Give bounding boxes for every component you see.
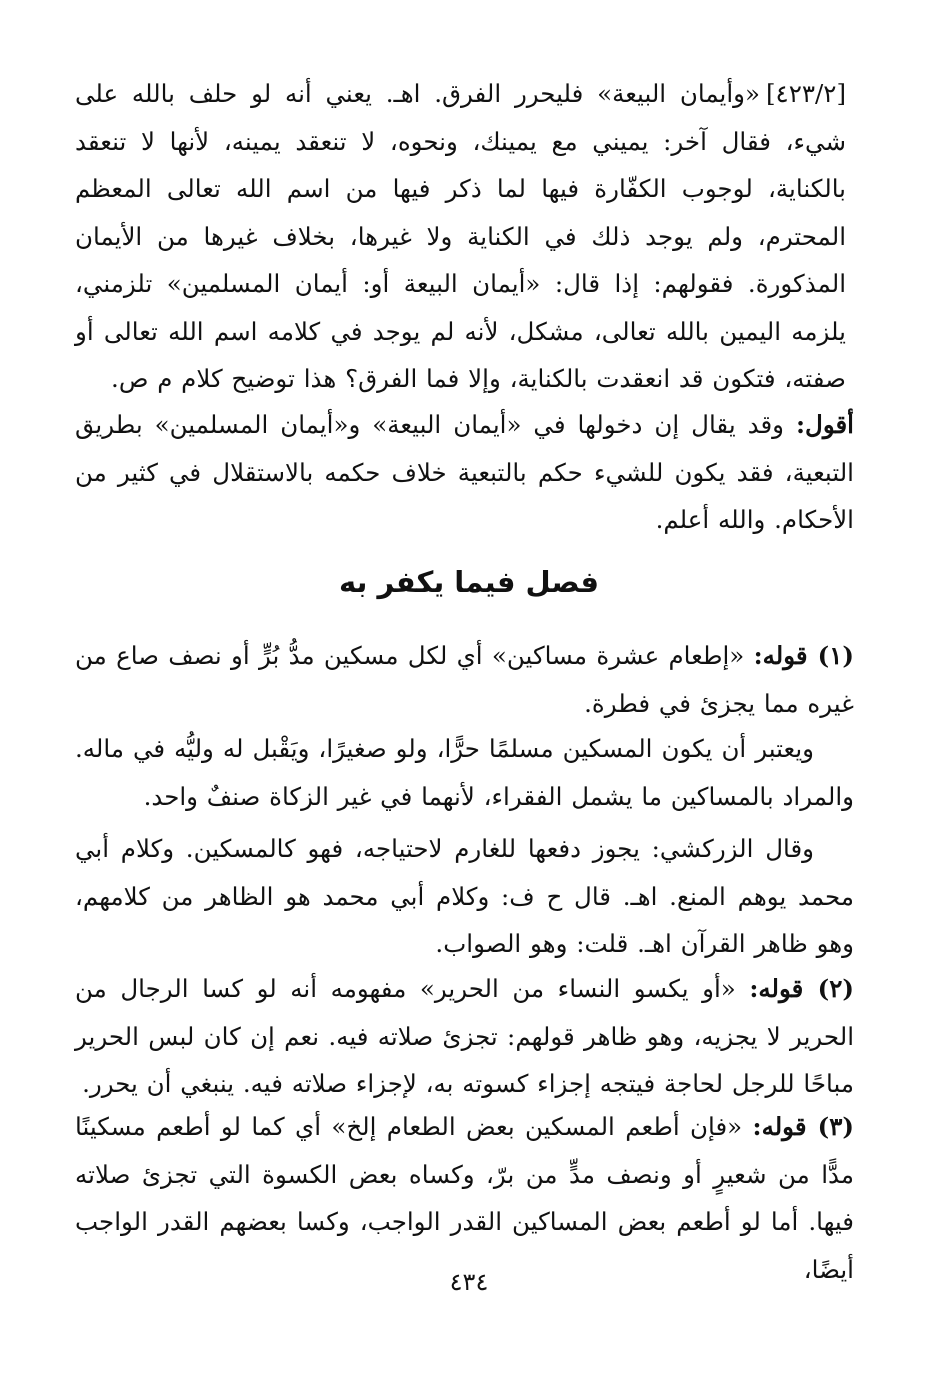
reference-marker: [٤٢٣/٢] <box>765 79 846 108</box>
aqulu-paragraph <box>75 401 854 544</box>
intro-paragraph <box>75 70 846 403</box>
intro-text: «وأيمان البيعة» فليحرر الفرق. اهـ. يعني أنه لو حلف بالله على شيء، فقال آخر: يميني مع يمينك، ونحوه، لا تنعقد يمينه، لأنها لا تنعقد بالكناية، لوجوب الكفّارة فيها لما ذكر فيها من اسم الله تعالى المعظم المحترم، ولم يوجد ذلك في الكناية ولا غيرها، بخلاف غيرها من الأيمان المذكورة. فقولهم: إذا قال: «أيمان البيعة أو: أيمان المسلمين» تلزمني، يلزمه اليمين بالله تعالى، مشكل، لأنه لم يوجد في كلامه اسم الله تعالى أو صفته، فتكون قد انعقدت بالكناية، وإلا فما الفرق؟ هذا توضيح كلام م ص. <box>75 79 846 393</box>
note-2-paragraph <box>75 965 854 1108</box>
note-1-text: «إطعام عشرة مساكين» أي لكل مسكين مدُّ بُرٍّ أو نصف صاع من غيره مما يجزئ في فطرة. <box>75 641 854 718</box>
note-1-paragraph <box>75 632 854 727</box>
note-2-lead: (٢) قوله: <box>749 974 854 1003</box>
note-3-text: «فإن أطعم المسكين بعض الطعام إلخ» أي كما لو أطعم مسكينًا مدًّا من شعيرٍ أو ونصف مدٍّ من برّ، وكساه بعض الكسوة التي تجزئ صلاته فيها. أما لو أطعم بعض المساكين القدر الواجب، وكسا بعضهم القدر الواجب أيضًا، <box>75 1112 854 1284</box>
note-1-c-text: وقال الزركشي: يجوز دفعها للغارم لاحتياجه، فهو كالمسكين. وكلام أبي محمد يوهم المنع. اهـ. قال ح ف: وكلام أبي محمد هو الظاهر من كلامهم، وهو ظاهر القرآن اهـ. قلت: وهو الصواب. <box>75 834 854 958</box>
note-1-lead: (١) قوله: <box>753 641 854 670</box>
section-title: فصل فيما يكفر به <box>338 565 600 599</box>
page-number: ٤٣٤ <box>449 1268 489 1296</box>
zarkashi-paragraph <box>75 825 854 968</box>
aqulu-text: وقد يقال إن دخولها في «أيمان البيعة» و«أيمان المسلمين» بطريق التبعية، فقد يكون للشيء حكم بالتبعية خلاف حكمه بالاستقلال في كثير من الأحكام. والله أعلم. <box>75 410 854 534</box>
note-1-continuation <box>75 725 854 820</box>
aqulu-lead: أقول: <box>795 410 854 439</box>
note-3-lead: (٣) قوله: <box>752 1112 854 1141</box>
note-1-b-text: ويعتبر أن يكون المسكين مسلمًا حرًّا، ولو صغيرًا، ويَقْبل له وليُّه في ماله. والمراد بالمساكين ما يشمل الفقراء، لأنهما في غير الزكاة صنفٌ واحد. <box>75 734 854 811</box>
note-2-text: «أو يكسو النساء من الحرير» مفهومه أنه لو كسا الرجال من الحرير لا يجزيه، وهو ظاهر قولهم: تجزئ صلاته فيه. نعم إن كان لبس الحرير مباحًا للرجل لحاجة فيتجه إجزاء كسوته به، لإجزاء صلاته فيه. ينبغي أن يحرر. <box>75 974 854 1098</box>
